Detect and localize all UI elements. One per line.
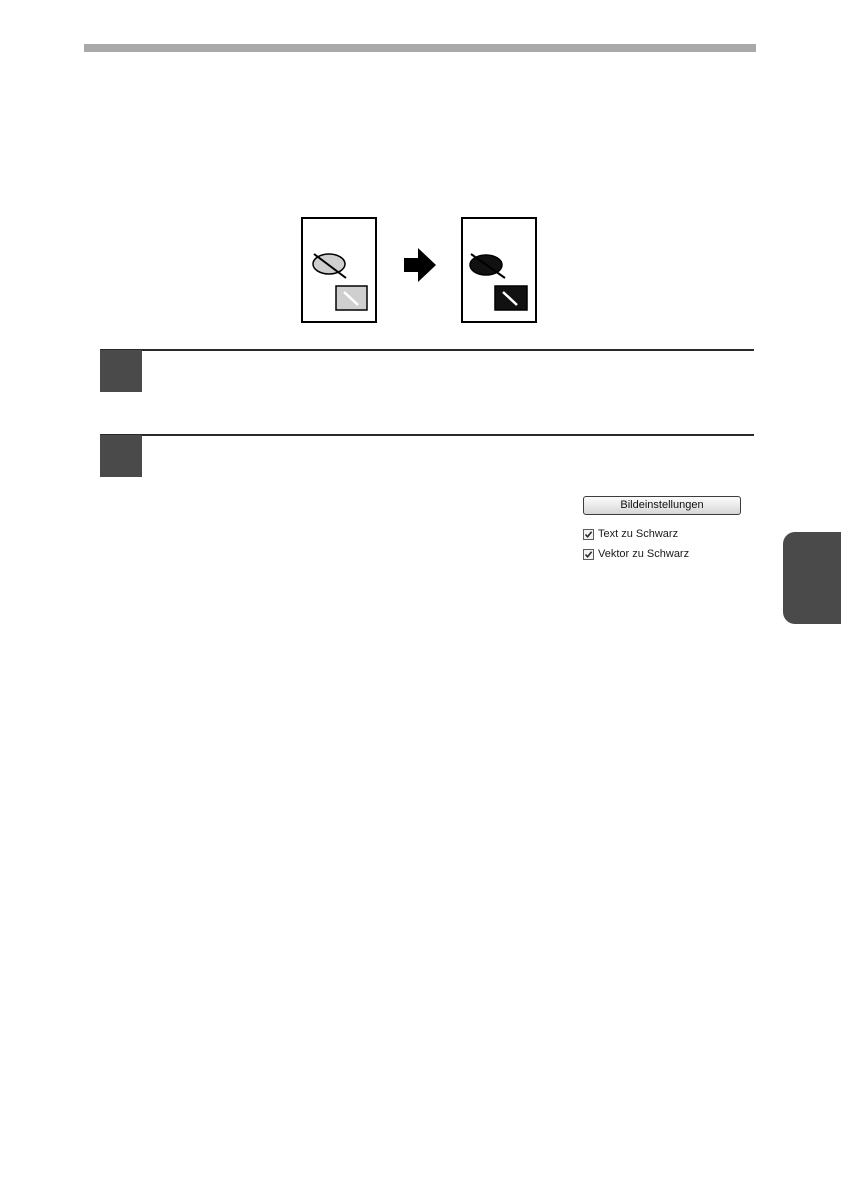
before-page — [302, 218, 376, 322]
black-conversion-illustration — [300, 216, 540, 324]
vector-to-black-option[interactable] — [583, 547, 689, 561]
text-to-black-label: Text zu Schwarz — [598, 528, 679, 540]
step-2-marker — [100, 435, 142, 477]
text-to-black-option[interactable] — [583, 527, 678, 541]
step-2-rule — [100, 434, 754, 436]
vector-to-black-checkbox[interactable] — [583, 549, 594, 560]
header-rule — [84, 44, 756, 52]
image-settings-panel — [582, 495, 744, 565]
text-to-black-checkbox[interactable] — [583, 529, 594, 540]
step-1-rule — [100, 349, 754, 351]
image-settings-button[interactable]: Bildeinstellungen — [583, 496, 741, 515]
step-1-marker — [100, 350, 142, 392]
checkmark-icon — [584, 530, 593, 539]
vector-to-black-label: Vektor zu Schwarz — [598, 548, 690, 560]
after-page — [462, 218, 536, 322]
checkmark-icon — [584, 550, 593, 559]
chapter-tab — [783, 532, 841, 624]
right-arrow-icon — [404, 248, 436, 282]
